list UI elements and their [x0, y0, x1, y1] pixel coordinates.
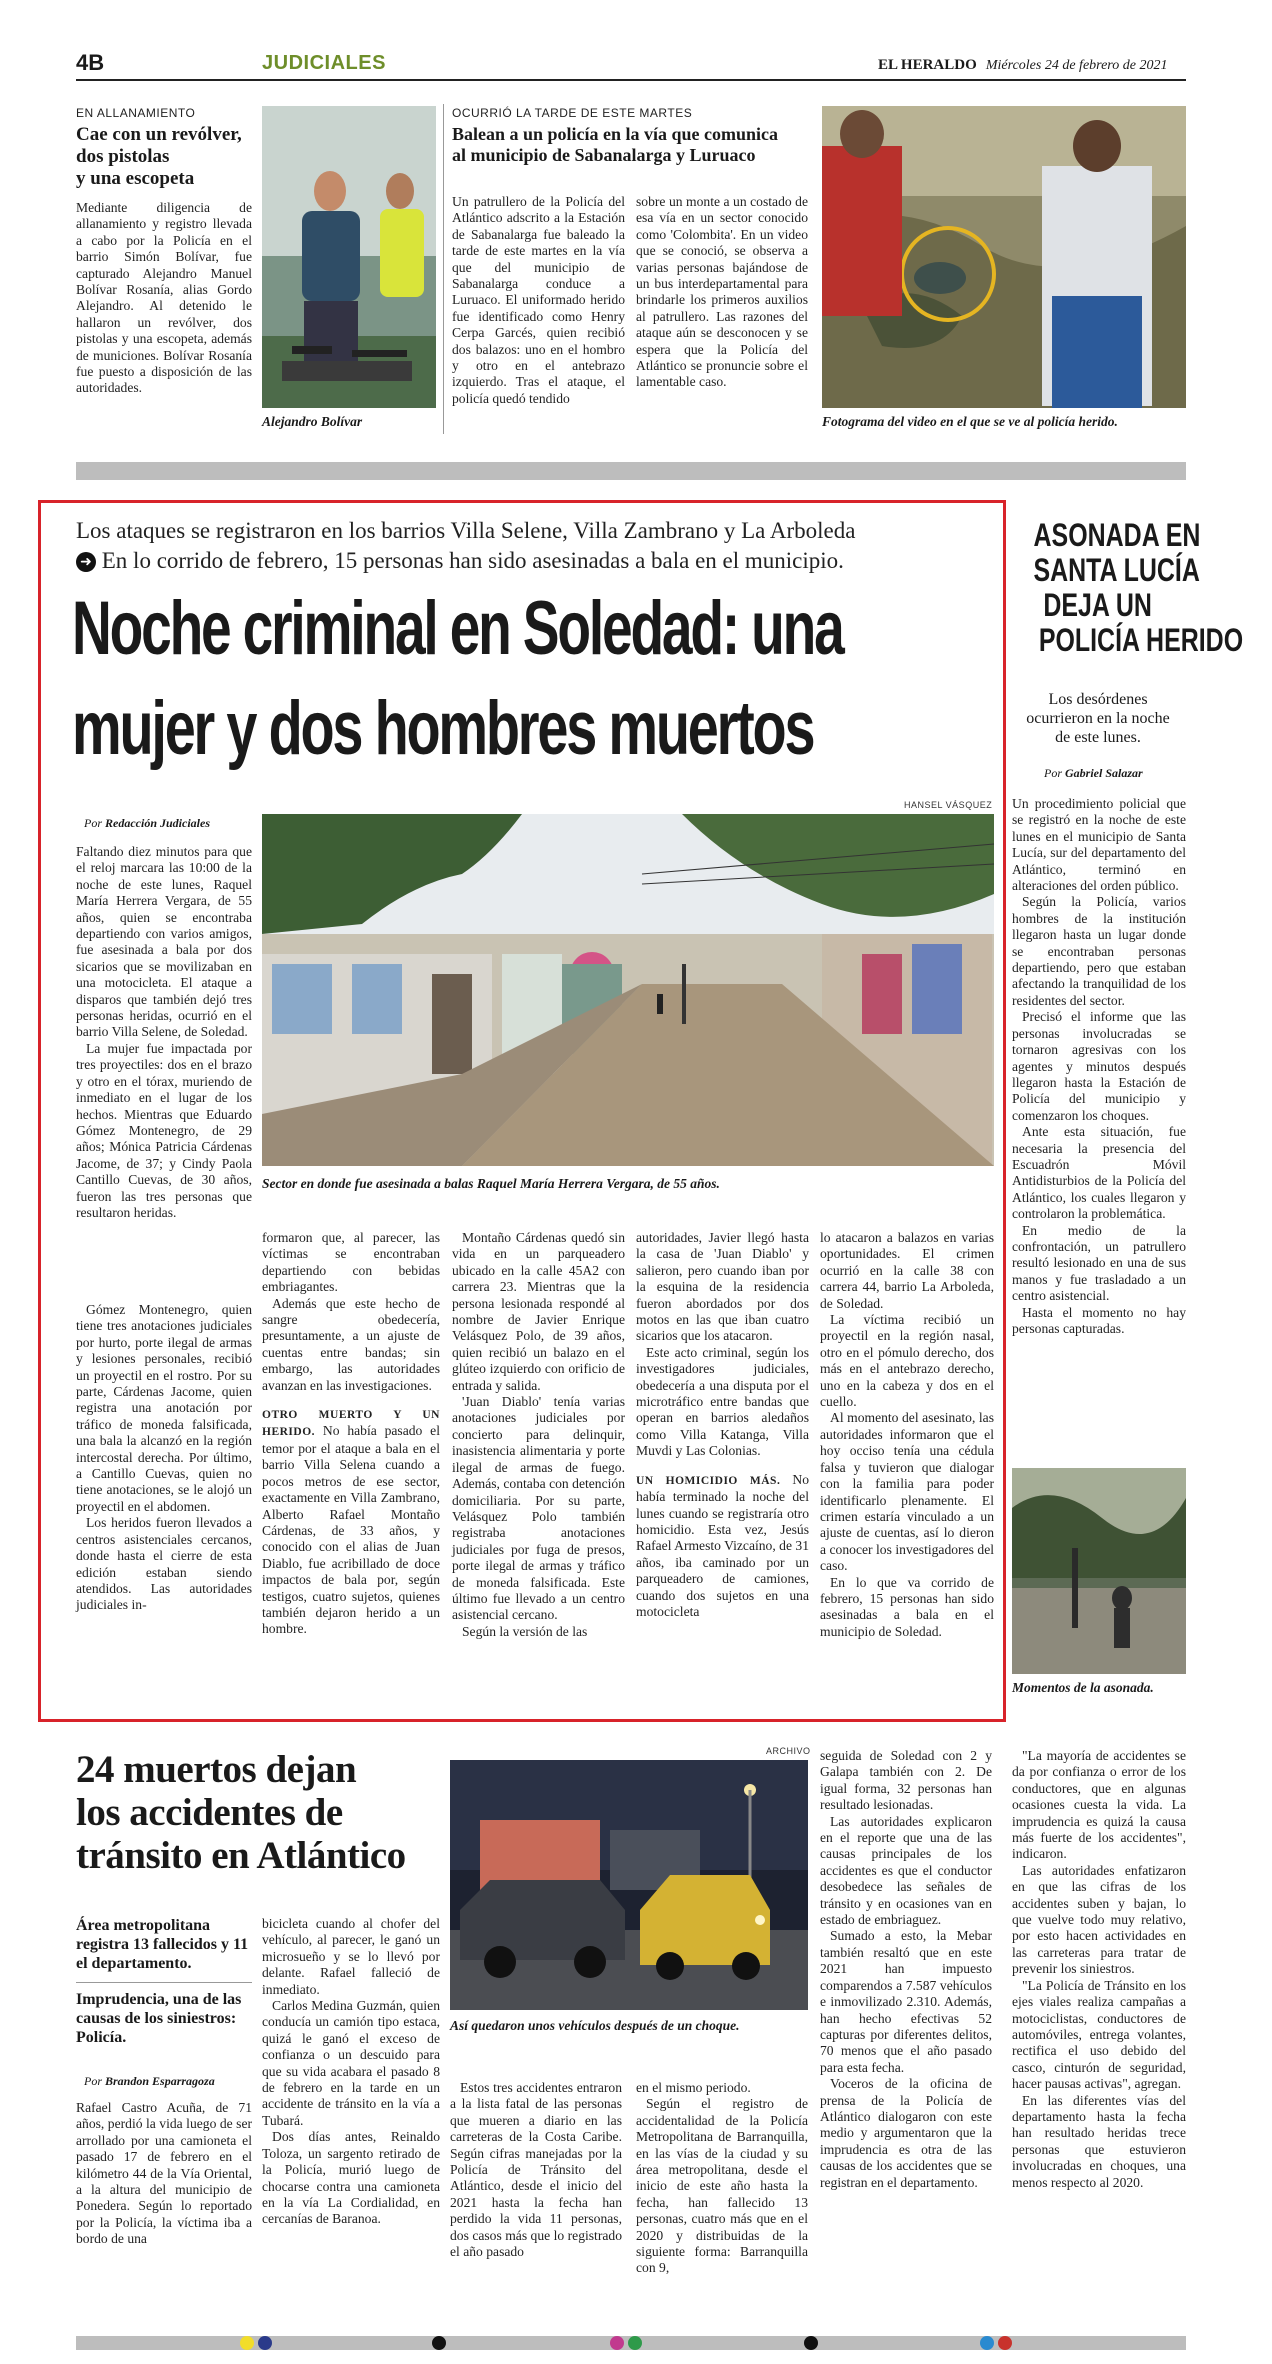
paragraph: en el mismo periodo. — [636, 2080, 751, 2095]
paragraph: Dos días antes, Reinaldo Toloza, un sargento retirado de la Policía, murió luego de chocarse contra una camioneta en la vía La Cordialidad, en cercanías de Baranoa. — [262, 2129, 440, 2227]
bottom-summary-1: Área metropolitana registra 13 fallecidos y 11 el departamento. — [76, 1917, 249, 1972]
bottom-byline — [84, 2074, 215, 2089]
bottom-col1: Rafael Castro Acuña, de 71 años, perdió la vida luego de ser arrollado por una camioneta el pasado 17 de febrero en el kilómetro 44 de la Vía Oriental, a la altura del municipio de Ponedera. Según lo reportado por la Policía, la víctima iba a bordo de una — [76, 2100, 252, 2247]
registration-dot — [240, 2336, 254, 2350]
bottom-photo-caption: Así quedaron unos vehículos después de un choque. — [450, 2018, 740, 2033]
paragraph: Este acto criminal, según los investigadores judiciales, obedecería a una disputa por el microtráfico entre bandas que operan en barrios aledaños como Villa Katanga, Villa Muvdi y Las Colonias. — [636, 1344, 809, 1459]
header-rule — [76, 79, 1186, 81]
brief1-headline — [76, 124, 242, 190]
paragraph: autoridades, Javier llegó hasta la casa de 'Juan Diablo' y salieron, pero cuando iban por la esquina de la residencia fueron abordados por dos motos en las que iban cuatro sicarios que los atacaron. — [636, 1230, 809, 1344]
subhead: UN HOMICIDIO MÁS. — [636, 1474, 781, 1487]
main-byline — [84, 816, 210, 831]
brief2-headline-line: Balean a un policía en la vía que comunica — [452, 124, 779, 144]
main-col2 — [262, 1230, 440, 1638]
byline-name: Redacción Judiciales — [105, 816, 210, 830]
sidebar-byline — [1044, 766, 1143, 781]
bottom-col4 — [636, 2080, 808, 2277]
bottom-summary-divider — [76, 1982, 252, 1983]
main-summary-text: En lo corrido de febrero, 15 personas han sido asesinadas a bala en el municipio. — [101, 548, 844, 573]
section-label: JUDICIALES — [262, 52, 386, 74]
byline-prefix: Por — [84, 816, 102, 830]
sidebar-photo-caption: Momentos de la asonada. — [1012, 1680, 1154, 1695]
main-photo-caption: Sector en donde fue asesinada a balas Raquel María Herrera Vergara, de 55 años. — [262, 1176, 720, 1191]
paragraph: Gómez Montenegro, quien tiene tres anotaciones judiciales por hurto, porte ilegal de armas y lesiones personales, recibió un proyectil en el rostro. Por su parte, Cárdenas Jacome, quien registra una anotación por tráfico de moneda falsificada, una bala la alcanzó en la región intercostal derecha. Por último, a Cantillo Cuevas, quien no tiene anotaciones, se le alojó un proyectil en el abdomen. — [76, 1302, 252, 1514]
newspaper-name: EL HERALDO — [878, 57, 977, 73]
main-summary — [76, 548, 844, 574]
paragraph: Sumado a esto, la Mebar también resaltó que en este 2021 han impuesto comparendos a 7.587 vehículos e inmovilizado 2.310. Además, han hecho efectivas 52 capturas por diferentes delitos, 70 menos que el año pasado para esta fecha. — [820, 1928, 992, 2075]
registration-dot — [804, 2336, 818, 2350]
brief2-col2: sobre un monte a un costado de esa vía en un sector conocido como 'Colombita'. En un video que se conoció, se observa a varias personas bajándose de un bus interdepartamental para brindarle los primeros auxilios al patrullero. Las razones del ataque aún se desconocen y se espera que la Policía del Atlántico se pronuncie sobre el lamentable caso. — [636, 194, 808, 390]
paragraph: Según la versión de las — [462, 1623, 588, 1639]
brief2-photo — [822, 106, 1186, 408]
brief1-photo — [262, 106, 436, 408]
sidebar-headline — [1010, 517, 1244, 658]
main-col4 — [636, 1230, 809, 1620]
arrested-man-photo — [262, 106, 436, 408]
masthead-line — [878, 54, 1167, 74]
injured-officer-video-still — [822, 106, 1186, 408]
paragraph: Las autoridades explicaron en el reporte que una de las causas principales de los accidentes es que el conductor desobedece las señales de tránsito y en ocasiones van en estado de embriaguez. — [820, 1813, 992, 1928]
subhead: OTRO MUERTO Y UN HERIDO. — [262, 1409, 440, 1439]
paragraph: La víctima recibió un proyectil en la región nasal, otro en el pómulo derecho, dos más en el antebrazo derecho, uno en la cabeza y dos en el cuello. — [820, 1312, 994, 1410]
sidebar-headline-line: ASONADA EN — [1033, 517, 1201, 553]
paragraph: "La Policía de Tránsito en los ejes viales realiza campañas a motociclistas, conductores de automóviles, entrega volantes, rectifica el uso debido del casco, cinturón de seguridad, hacer pausas activas", agregan. — [1012, 1977, 1186, 2092]
brief1-headline-line: dos pistolas — [76, 146, 170, 167]
paragraph — [636, 1472, 809, 1621]
brief1-headline-line: y una escopeta — [76, 168, 195, 189]
paragraph: Según la Policía, varios hombres de la institución llegaron hasta un lugar donde se encontraban personas departiendo, pero que estaban afectando la tranquilidad de los residentes del sector. — [1012, 894, 1186, 1008]
bottom-col6 — [1012, 1748, 1186, 2191]
paragraph: Al momento del asesinato, las autoridades informaron que el hoy occiso tenía una cédula falsa y tuvieron que dialogar con la familia para poder identificarlo plenamente. El crimen estaría vinculado a un ajuste de cuentas, así lo dieron a conocer los investigadores del caso. — [820, 1410, 994, 1574]
byline-name: Gabriel Salazar — [1065, 766, 1143, 780]
brief-divider — [443, 104, 444, 434]
byline-prefix: Por — [1044, 766, 1062, 780]
paragraph: Un procedimiento policial que se registró en la noche de este lunes en el municipio de Santa Lucía, sur del departamento del Atlántico, terminó en alteraciones del orden público. — [1012, 796, 1186, 894]
registration-dot — [628, 2336, 642, 2350]
paragraph: Las autoridades enfatizaron en que las cifras de los accidentes suben y bajan, lo que vuelve todo muy relativo, por esto hacen actividades en las carreteras para tratar de prevenir los siniestros. — [1012, 1862, 1186, 1977]
issue-date: Miércoles 24 de febrero de 2021 — [985, 58, 1168, 73]
paragraph: Voceros de la oficina de prensa de la Policía de Atlántico dialogaron con este medio y argumentaron que la imprudencia es otra de las causas de los accidentes que se registran en el departamento. — [820, 2076, 992, 2190]
paragraph — [262, 1406, 440, 1638]
paragraph: bicicleta cuando al chofer del vehículo, al parecer, le ganó un microsueño y se lo llevó por delante. Rafael falleció de inmediato. — [262, 1916, 440, 1997]
paragraph: seguida de Soledad con 2 y Galapa también con 2. De igual forma, 32 personas han resultado lesionadas. — [820, 1748, 992, 1813]
paragraph: Además que este hecho de sangre obedecería, presuntamente, a un ajuste de cuentas entre bandas; sin embargo, las autoridades avanzan en las investigaciones. — [262, 1295, 440, 1393]
villa-selene-street-photo — [262, 814, 994, 1166]
page-number: 4B — [76, 50, 105, 75]
bottom-col2 — [262, 1916, 440, 2228]
registration-dot — [258, 2336, 272, 2350]
main-col5 — [820, 1230, 994, 1640]
crashed-vehicles-photo — [450, 1760, 808, 2010]
paragraph: En lo que va corrido de febrero, 15 personas han sido asesinadas a bala en el municipio de Soledad. — [820, 1574, 994, 1639]
brief1-photo-caption: Alejandro Bolívar — [262, 414, 363, 429]
bottom-photo-credit: ARCHIVO — [766, 1746, 811, 1756]
paragraph: formaron que, al parecer, las víctimas se encontraban departiendo con bebidas embriagantes. — [262, 1230, 440, 1295]
brief2-col1: Un patrullero de la Policía del Atlántico adscrito a la Estación de Sabanalarga fue baleado la tarde de este martes en la vía que del municipio de Sabanalarga conduce a Luruaco. El uniformado herido fue identificado como Henry Cerpa Garcés, quien recibió dos balazos: uno en el hombro y otro en el antebrazo izquierdo. Tras el ataque, el policía quedó tendido — [452, 194, 625, 406]
sidebar-headline-line: POLICÍA HERIDO — [1038, 622, 1244, 658]
byline-prefix: Por — [84, 2074, 102, 2088]
paragraph: Faltando diez minutos para que el reloj marcara las 10:00 de la noche de este lunes, Raquel María Herrera Vergara, de 55 años, quien se encontraba departiendo con varios amigos, fue asesinada a bala por dos sicarios que se movilizaban en una motocicleta. El ataque a disparos que también dejó tres personas heridas, ocurrió en el barrio Villa Selene, de Soledad. — [76, 844, 252, 1040]
paragraph: "La mayoría de accidentes se da por confianza o error de los conductores, que en algunas ocasiones cuesta la vida. La imprudencia es quizá la causa más fuerte de los accidentes", indicaron. — [1012, 1748, 1186, 1862]
bottom-col3: Estos tres accidentes entraron a la lista fatal de las personas que mueren a diario en las carreteras de la Costa Caribe. Según cifras manejadas por la Policía de Tránsito del Atlántico, desde el inicio del 2021 hasta la fecha han perdido la vida 11 personas, dos casos más que lo registrado el año pasado — [450, 2080, 622, 2260]
main-headline-2 — [72, 686, 1081, 771]
paragraph-text: No había pasado el temor por el ataque a bala en el barrio Villa Selena cuando a pocos metros de ese sector, exactamente en Villa Zambrano, Alberto Rafael Montaño Cárdenas, de 33 años, y conocido con el alias de Juan Diablo, fue acribillado de doce impactos de bala por, según testigos, cuatro sujetos, quienes también dejaron herido a un hombre. — [262, 1423, 440, 1637]
sidebar-headline-line: DEJA UN — [1043, 587, 1153, 623]
paragraph: Los heridos fueron llevados a centros asistenciales cercanos, donde hasta el cierre de esta edición estaban siendo atendidos. Las autoridades judiciales in- — [76, 1515, 252, 1613]
paragraph: Precisó el informe que las personas involucradas se tornaron agresivas con los agentes y minutos después llegaron hasta la Estación de Policía del municipio y comenzaron los choques. — [1012, 1009, 1186, 1123]
registration-dot — [998, 2336, 1012, 2350]
bottom-headline-line: los accidentes de — [76, 1791, 343, 1834]
paragraph: Hasta el momento no hay personas capturadas. — [1012, 1304, 1186, 1336]
paragraph: En medio de la confrontación, un patrullero resultó lesionado en una de sus manos y fue trasladado a un centro asistencial. — [1012, 1222, 1186, 1304]
sidebar-body — [1012, 796, 1186, 1337]
sidebar-deck: Los desórdenes ocurrieron en la noche de este lunes. — [1026, 691, 1170, 746]
byline-name: Brandon Esparragoza — [105, 2074, 215, 2088]
main-deck: Los ataques se registraron en los barrios Villa Selene, Villa Zambrano y La Arboleda — [76, 518, 856, 543]
brief1-headline-line: Cae con un revólver, — [76, 124, 242, 145]
bottom-col5 — [820, 1748, 992, 2191]
brief1-body: Mediante diligencia de allanamiento y registro llevada a cabo por la Policía en el barrio Simón Bolívar, fue capturado Alejandro Manuel Bolívar Rosanía, alias Gordo Alejandro. Al detenido le hallaron un revólver, dos pistolas y una escopeta, además de municiones. Bolívar Rosanía fue puesto a disposición de las autoridades. — [76, 200, 252, 396]
main-photo — [262, 814, 994, 1166]
main-headline-line: mujer y dos hombres muertos — [72, 686, 814, 771]
brief1-kicker: EN ALLANAMIENTO — [76, 106, 196, 120]
bottom-photo — [450, 1760, 808, 2010]
brief2-photo-caption: Fotograma del video en el que se ve al policía herido. — [822, 414, 1118, 429]
main-headline — [72, 586, 1135, 671]
sidebar-headline-line: SANTA LUCÍA — [1033, 552, 1200, 588]
main-col3 — [452, 1230, 625, 1640]
bottom-headline — [76, 1748, 406, 1877]
bottom-headline-line: tránsito en Atlántico — [76, 1834, 406, 1877]
main-col1-bottom — [76, 1302, 252, 1614]
main-col1-top — [76, 844, 252, 1221]
main-photo-credit: HANSEL VÁSQUEZ — [904, 800, 993, 810]
brief2-kicker: OCURRIÓ LA TARDE DE ESTE MARTES — [452, 106, 693, 120]
paragraph: 'Juan Diablo' tenía varias anotaciones judiciales por concierto para delinquir, inasistencia alimentaria y porte ilegal de armas de fuego. Además, contaba con detención domiciliaria. Por su parte, Velásquez Polo también registraba anotaciones judiciales por fuga de presos, porte ilegal de armas y tráfico de moneda falsificada. Este último fue llevado a un centro asistencial cercano. — [452, 1394, 625, 1623]
riot-night-photo — [1012, 1468, 1186, 1674]
paragraph: Según el registro de accidentalidad de la Policía Metropolitana de Barranquilla, en las vías de la ciudad y su área metropolitana, desde el inicio de este año hasta la fecha, han fallecido 13 personas, cuatro más que en el 2020 y distribuidas de la siguiente forma: Barranquilla con 9, — [636, 2096, 808, 2276]
bottom-headline-line: 24 muertos dejan — [76, 1748, 357, 1791]
paragraph-text: No había terminado la noche del lunes cuando se registraría otro homicidio. Esta vez, Jesús Rafael Armesto Vizcaíno, de 31 años, iba caminado por un parqueadero de camiones, cuando dos sujetos en una motocicleta — [636, 1471, 810, 1619]
registration-dot — [980, 2336, 994, 2350]
paragraph: La mujer fue impactada por tres proyectiles: dos en el brazo y otro en el tórax, muriendo de inmediato en el lugar de los hechos. Mientras que Eduardo Gómez Montenegro, de 29 años; Mónica Patricia Cárdenas Jacome, de 37; y Cindy Paola Cantillo Cuevas, de 30 años, fueron las tres personas que resultaron heridas. — [76, 1040, 252, 1220]
sidebar-photo — [1012, 1468, 1186, 1674]
paragraph: Carlos Medina Guzmán, quien conducía un camión tipo estaca, quizá le ganó el exceso de confianza o un descuido para que su vida acabara el pasado 8 de febrero en la tarde en un accidente de tránsito en la vía a Tubará. — [262, 1998, 440, 2128]
main-headline-line: Noche criminal en Soledad: una — [72, 586, 843, 671]
paragraph: Ante esta situación, fue necesaria la presencia del Escuadrón Móvil Antidisturbios de la Policía del Atlántico, los cuales llegaron y controlaron la problemática. — [1012, 1124, 1186, 1222]
section-separator — [76, 462, 1186, 480]
arrow-circle-icon: ➜ — [76, 552, 96, 572]
brief2-headline-line: al municipio de Sabanalarga y Luruaco — [452, 145, 756, 165]
brief2-headline — [452, 124, 778, 166]
paragraph: En las diferentes vías del departamento hasta la fecha han resultado heridas trece personas que estuvieron involucradas en choques, una menos respecto al 2020. — [1012, 2092, 1186, 2190]
paragraph: Montaño Cárdenas quedó sin vida en un parqueadero ubicado en la calle 45A2 con carrera 23. Mientras que la persona lesionada respondé al nombre de Javier Enrique Velásquez Polo, de 39 años, quien recibió un balazo en el glúteo izquierdo con orificio de entrada y salida. — [452, 1230, 625, 1393]
bottom-summary-2: Imprudencia, una de las causas de los siniestros: Policía. — [76, 1991, 242, 2046]
registration-dot — [432, 2336, 446, 2350]
paragraph: lo atacaron a balazos en varias oportunidades. El crimen ocurrió en la calle 38 con carrera 44, barrio La Arboleda, de Soledad. — [820, 1230, 994, 1311]
registration-dot — [610, 2336, 624, 2350]
